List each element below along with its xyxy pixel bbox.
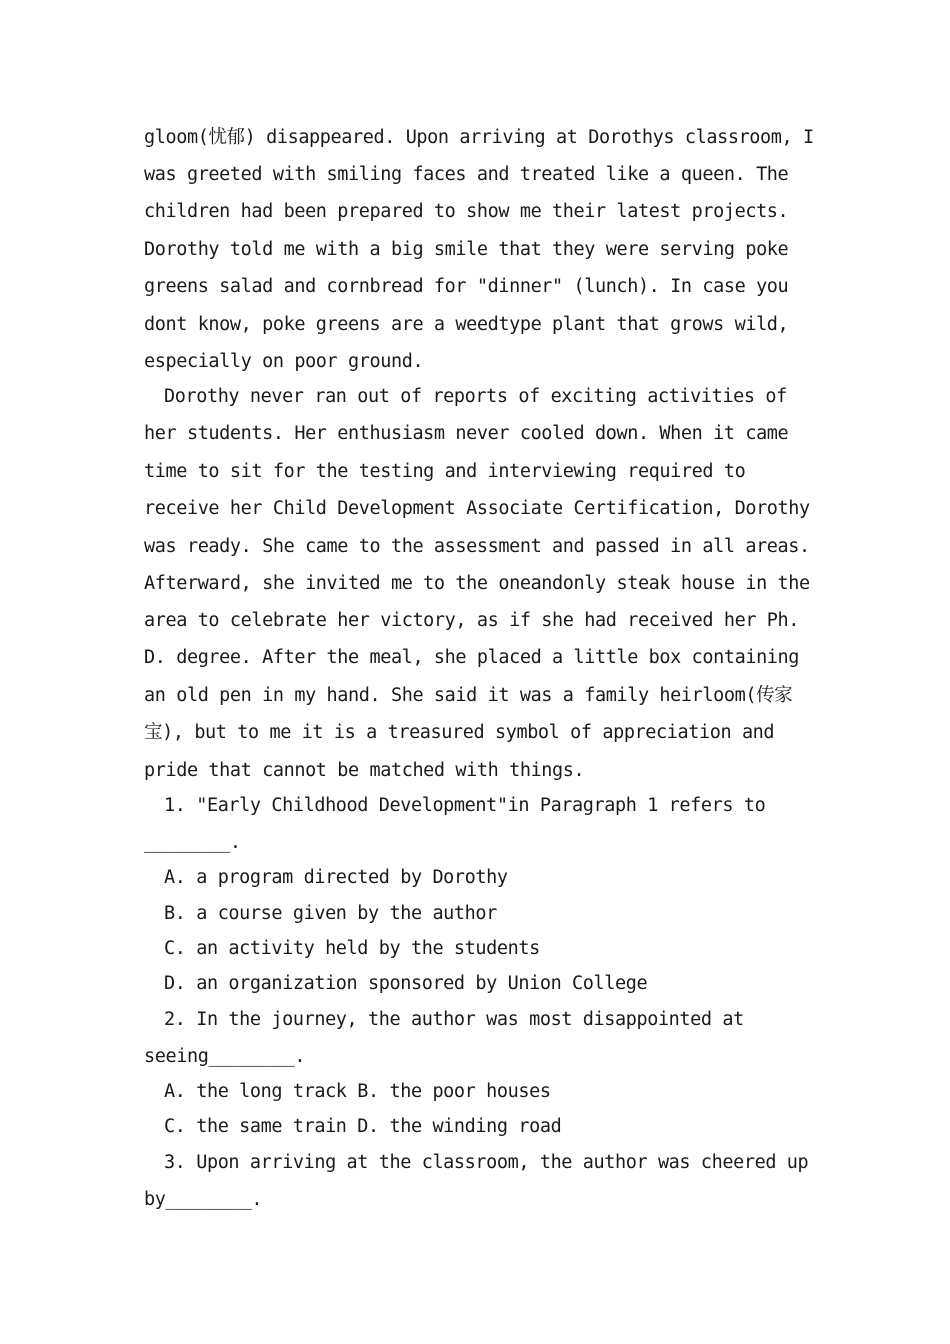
question-1-option-d: D. an organization sponsored by Union College — [164, 973, 648, 994]
paragraph-line: receive her Child Development Associate Certification, Dorothy — [144, 498, 810, 519]
question-2-options-cd: C. the same train D. the winding road — [164, 1116, 562, 1137]
paragraph-line: was greeted with smiling faces and treated like a queen. The — [144, 164, 789, 185]
question-2: 2. In the journey, the author was most disappointed at — [164, 1009, 744, 1030]
paragraph-line: especially on poor ground. — [144, 351, 424, 372]
question-1-option-a: A. a program directed by Dorothy — [164, 867, 508, 888]
paragraph-line: greens salad and cornbread for "dinner" (lunch). In case you — [144, 276, 789, 297]
paragraph-line: D. degree. After the meal, she placed a little box containing — [144, 647, 800, 668]
paragraph-line: pride that cannot be matched with things. — [144, 760, 585, 781]
question-1: 1. "Early Childhood Development"in Paragraph 1 refers to — [164, 795, 766, 816]
paragraph-line: gloom(忧郁) disappeared. Upon arriving at Dorothys classroom, I — [144, 127, 814, 148]
question-2-options-ab: A. the long track B. the poor houses — [164, 1081, 551, 1102]
paragraph-line: children had been prepared to show me their latest projects. — [144, 201, 789, 222]
question-3: 3. Upon arriving at the classroom, the author was cheered up — [164, 1152, 809, 1173]
paragraph-line: time to sit for the testing and interviewing required to — [144, 461, 746, 482]
paragraph-line: Dorothy told me with a big smile that they were serving poke — [144, 239, 789, 260]
paragraph-line: Afterward, she invited me to the oneandonly steak house in the — [144, 573, 810, 594]
question-2-blank: seeing________. — [144, 1046, 306, 1067]
question-1-option-b: B. a course given by the author — [164, 903, 497, 924]
paragraph-line: 宝), but to me it is a treasured symbol of appreciation and — [144, 722, 775, 743]
question-1-option-c: C. an activity held by the students — [164, 938, 540, 959]
question-1-blank: ________. — [144, 832, 241, 853]
paragraph-line: an old pen in my hand. She said it was a family heirloom(传家 — [144, 685, 793, 706]
paragraph-line: dont know, poke greens are a weedtype plant that grows wild, — [144, 314, 789, 335]
question-3-blank: by________. — [144, 1189, 263, 1210]
paragraph-line: Dorothy never ran out of reports of exciting activities of — [164, 386, 787, 407]
paragraph-line: her students. Her enthusiasm never cooled down. When it came — [144, 423, 789, 444]
paragraph-line: was ready. She came to the assessment and passed in all areas. — [144, 536, 810, 557]
paragraph-line: area to celebrate her victory, as if she had received her Ph. — [144, 610, 800, 631]
